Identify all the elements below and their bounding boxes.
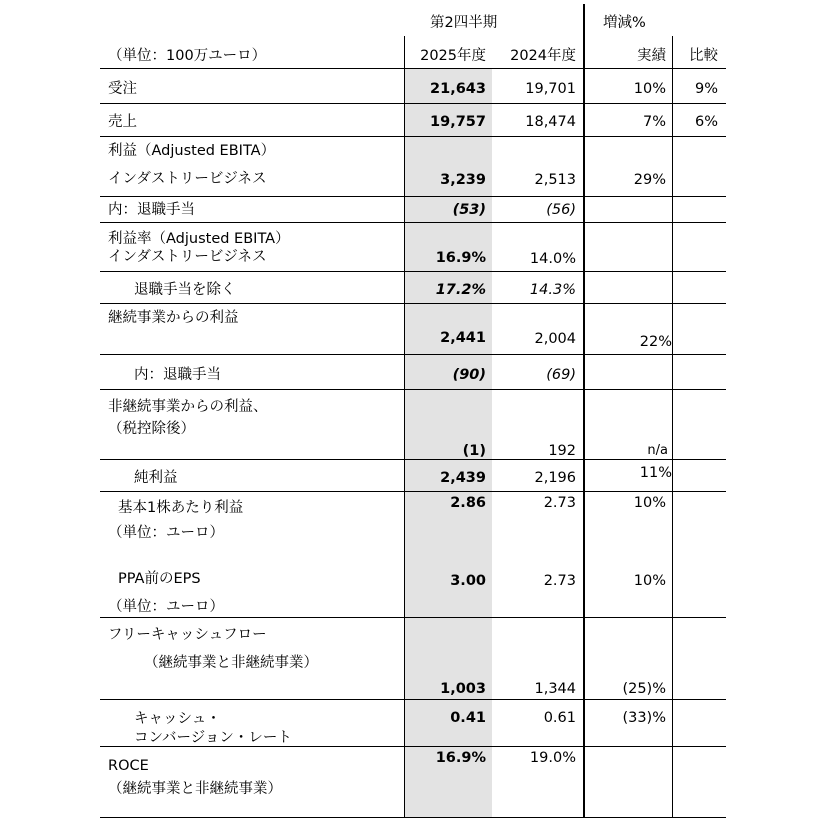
orders-2024: 19,701 — [525, 81, 576, 97]
unit-label: （単位：100万ユーロ） — [108, 48, 267, 64]
fy2025-header: 2025年度 — [420, 48, 486, 64]
net-income-label: 純利益 — [134, 470, 178, 486]
net-income-2025: 2,439 — [440, 470, 486, 486]
profit-severance-2025: (53) — [452, 202, 486, 218]
row-rule — [100, 196, 726, 197]
profit-label-line2: インダストリービジネス — [108, 171, 267, 187]
disc-ops-2024: 192 — [548, 443, 576, 459]
orders-actual: 10% — [633, 81, 666, 97]
margin-excl-label: 退職手当を除く — [134, 282, 236, 298]
cont-ops-label: 継続事業からの利益 — [108, 310, 239, 326]
row-rule — [100, 222, 726, 223]
row-rule — [100, 303, 726, 304]
revenue-label: 売上 — [108, 114, 137, 130]
cash-conversion-label-line2: コンバージョン・レート — [134, 730, 292, 746]
eps-pre-ppa-label-line2: （単位：ユーロ） — [108, 599, 224, 615]
roce-label-line1: ROCE — [108, 758, 149, 774]
profit-2025: 3,239 — [440, 172, 486, 188]
profit-severance-2024: (56) — [546, 202, 576, 218]
cont-ops-2025: 2,441 — [440, 330, 486, 346]
margin-2025: 16.9% — [435, 250, 486, 266]
period-header: 第2四半期 — [430, 15, 498, 31]
actual-header: 実績 — [637, 48, 666, 64]
cont-ops-2024: 2,004 — [534, 331, 576, 347]
profit-label-line1: 利益（Adjusted EBITA） — [108, 143, 276, 159]
row-rule — [100, 491, 726, 492]
cont-severance-label: 内：退職手当 — [134, 367, 221, 383]
orders-label: 受注 — [108, 81, 137, 97]
fy2024-header: 2024年度 — [510, 48, 576, 64]
roce-label-line2: （継続事業と非継続事業） — [108, 781, 282, 797]
column-divider — [404, 36, 405, 818]
cash-conversion-label-line1: キャッシュ・ — [134, 711, 221, 727]
basic-eps-label-line2: （単位：ユーロ） — [108, 525, 224, 541]
revenue-2024: 18,474 — [525, 114, 576, 130]
fcf-2025: 1,003 — [440, 681, 486, 697]
eps-pre-ppa-2025: 3.00 — [450, 573, 486, 589]
basic-eps-2024: 2.73 — [543, 495, 576, 511]
cont-severance-2025: (90) — [452, 367, 486, 383]
disc-ops-label-line1: 非継続事業からの利益、 — [108, 399, 268, 415]
cash-conversion-actual: (33)% — [622, 710, 666, 726]
margin-excl-2025: 17.2% — [435, 282, 486, 298]
basic-eps-2025: 2.86 — [450, 495, 486, 511]
basic-eps-label-line1: 基本1株あたり利益 — [118, 500, 244, 516]
cash-conversion-2024: 0.61 — [543, 710, 576, 726]
margin-2024: 14.0% — [529, 251, 576, 267]
row-rule — [100, 136, 726, 137]
cash-conversion-2025: 0.41 — [450, 710, 486, 726]
change-header: 増減% — [603, 15, 646, 31]
row-rule — [100, 817, 726, 818]
margin-label-line2: インダストリービジネス — [108, 249, 267, 265]
net-income-actual: 11% — [639, 465, 672, 481]
profit-2024: 2,513 — [534, 172, 576, 188]
disc-ops-label-line2: （税控除後） — [108, 421, 195, 437]
orders-comparable: 9% — [694, 81, 718, 97]
net-income-2024: 2,196 — [534, 470, 576, 486]
basic-eps-actual: 10% — [633, 495, 666, 511]
margin-excl-2024: 14.3% — [529, 282, 576, 298]
disc-ops-actual: n/a — [647, 443, 668, 458]
row-rule — [100, 354, 726, 355]
revenue-comparable: 6% — [694, 114, 718, 130]
cont-ops-actual: 22% — [639, 334, 672, 350]
row-rule — [100, 103, 726, 104]
revenue-actual: 7% — [642, 114, 666, 130]
eps-pre-ppa-actual: 10% — [633, 573, 666, 589]
cont-severance-2024: (69) — [546, 367, 576, 383]
orders-2025: 21,643 — [430, 81, 486, 97]
eps-pre-ppa-label-line1: PPA前のEPS — [118, 571, 201, 587]
eps-pre-ppa-2024: 2.73 — [543, 573, 576, 589]
row-rule — [100, 617, 726, 618]
header-rule — [100, 68, 726, 69]
revenue-2025: 19,757 — [430, 114, 486, 130]
comparable-header: 比較 — [689, 48, 718, 64]
row-rule — [100, 271, 726, 272]
fcf-label-line2: （継続事業と非継続事業） — [144, 655, 318, 671]
column-divider — [672, 36, 673, 818]
fcf-actual: (25)% — [622, 681, 666, 697]
profit-actual: 29% — [633, 172, 666, 188]
fcf-label-line1: フリーキャッシュフロー — [108, 627, 267, 643]
disc-ops-2025: (1) — [462, 443, 486, 459]
margin-label-line1: 利益率（Adjusted EBITA） — [108, 231, 290, 247]
profit-severance-label: 内：退職手当 — [108, 202, 195, 218]
roce-2024: 19.0% — [529, 750, 576, 766]
row-rule — [100, 699, 726, 700]
row-rule — [100, 389, 726, 390]
roce-2025: 16.9% — [435, 750, 486, 766]
fcf-2024: 1,344 — [534, 681, 576, 697]
